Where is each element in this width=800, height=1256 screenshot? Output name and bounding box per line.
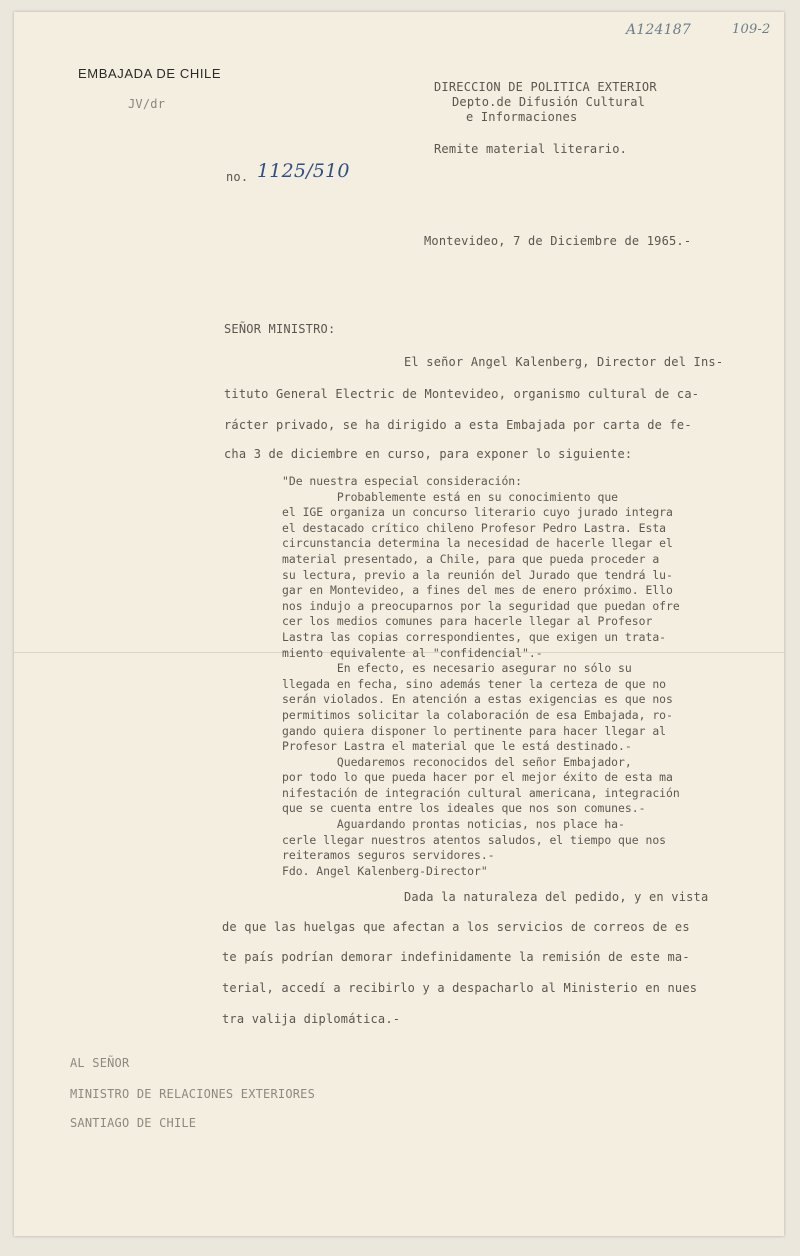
quote-line: gar en Montevideo, a fines del mes de enero próximo. Ello bbox=[282, 583, 673, 598]
paragraph2-line: Dada la naturaleza del pedido, y en vista bbox=[404, 890, 709, 904]
recipient-line: SANTIAGO DE CHILE bbox=[70, 1116, 197, 1130]
embassy-name: EMBAJADA DE CHILE bbox=[78, 66, 222, 81]
place-date: Montevideo, 7 de Diciembre de 1965.- bbox=[424, 234, 692, 248]
paragraph1-line: tituto General Electric de Montevideo, organismo cultural de ca- bbox=[224, 387, 700, 401]
quote-line: "De nuestra especial consideración: bbox=[282, 474, 523, 488]
department-line-1: DIRECCION DE POLITICA EXTERIOR bbox=[434, 80, 657, 94]
department-line-3: e Informaciones bbox=[466, 110, 578, 124]
quote-line: permitimos solicitar la colaboración de esa Embajada, ro- bbox=[282, 707, 673, 722]
quote-line: En efecto, es necesario asegurar no sólo su bbox=[282, 661, 632, 676]
quote-line: por todo lo que pueda hacer por el mejor éxito de esta ma bbox=[282, 770, 673, 785]
paragraph1-line: El señor Angel Kalenberg, Director del Ins- bbox=[404, 355, 724, 369]
paragraph2-line: terial, accedí a recibirlo y a despacharlo al Ministerio en nues bbox=[222, 981, 698, 995]
quote-line: nifestación de integración cultural americana, integración bbox=[282, 785, 680, 800]
paragraph1-line: cha 3 de diciembre en curso, para exponer lo siguiente: bbox=[224, 447, 633, 461]
quote-line: nos indujo a preocuparnos por la seguridad que puedan ofre bbox=[282, 598, 680, 613]
recipient-line: AL SEÑOR bbox=[70, 1056, 130, 1070]
subject-line: Remite material literario. bbox=[434, 142, 628, 156]
quote-line: Quedaremos reconocidos del señor Embajador, bbox=[282, 754, 632, 769]
paragraph2-line: te país podrían demorar indefinidamente la remisión de este ma- bbox=[222, 950, 690, 964]
recipient-line: MINISTRO DE RELACIONES EXTERIORES bbox=[70, 1087, 316, 1101]
quote-line: que se cuenta entre los ideales que nos son comunes.- bbox=[282, 801, 646, 816]
paragraph2-line: tra valija diplomática.- bbox=[222, 1012, 401, 1026]
quote-line: gando quiera disponer lo pertinente para hacer llegar al bbox=[282, 723, 667, 738]
quote-line: Lastra las copias correspondientes, que exigen un trata- bbox=[282, 629, 667, 644]
quote-line: Fdo. Angel Kalenberg-Director" bbox=[282, 863, 488, 878]
quote-line: llegada en fecha, sino además tener la certeza de que no bbox=[282, 676, 667, 691]
quote-line: Probablemente está en su conocimiento que bbox=[282, 489, 619, 504]
letter-number: 1125/510 bbox=[257, 160, 350, 182]
quote-line: Profesor Lastra el material que le está destinado.- bbox=[282, 739, 632, 754]
letter-number-label: no. bbox=[226, 170, 249, 184]
quote-line: cerle llegar nuestros atentos saludos, el tiempo que nos bbox=[282, 832, 667, 847]
quote-line: el destacado crítico chileno Profesor Pedro Lastra. Esta bbox=[282, 520, 667, 535]
paragraph2-line: de que las huelgas que afectan a los servicios de correos de es bbox=[222, 920, 690, 934]
quote-line: el IGE organiza un concurso literario cuyo jurado integra bbox=[282, 505, 673, 520]
quote-line: reiteramos seguros servidores.- bbox=[282, 848, 495, 863]
quoted-letter bbox=[282, 474, 680, 879]
typist-initials: JV/dr bbox=[128, 97, 166, 111]
quote-line: circunstancia determina la necesidad de hacerle llegar el bbox=[282, 536, 673, 551]
paragraph1-line: rácter privado, se ha dirigido a esta Embajada por carta de fe- bbox=[224, 418, 692, 432]
quote-line: Aguardando prontas noticias, nos place ha- bbox=[282, 817, 625, 832]
department-line-2: Depto.de Difusión Cultural bbox=[452, 95, 646, 109]
archive-page-ref: 109-2 bbox=[732, 22, 771, 37]
quote-line: material presentado, a Chile, para que pueda proceder a bbox=[282, 551, 660, 566]
quote-line: cer los medios comunes para hacerle llegar al Profesor bbox=[282, 614, 653, 629]
salutation: SEÑOR MINISTRO: bbox=[224, 322, 336, 336]
archive-code: A124187 bbox=[626, 22, 691, 38]
quote-line: miento equivalente al "confidencial".- bbox=[282, 645, 543, 660]
quote-line: serán violados. En atención a estas exigencias es que nos bbox=[282, 692, 673, 707]
quote-line: su lectura, previo a la reunión del Jurado que tendrá lu- bbox=[282, 567, 673, 582]
